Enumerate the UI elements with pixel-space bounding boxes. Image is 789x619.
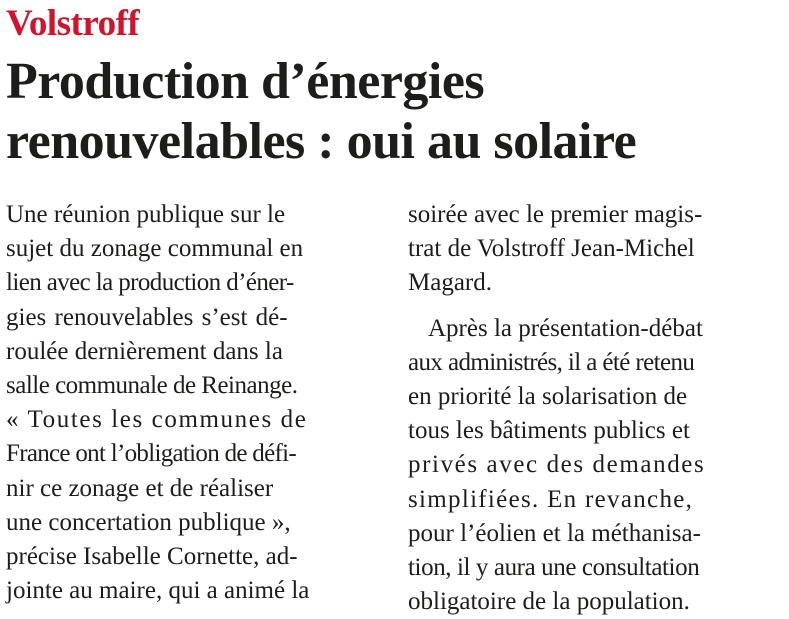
body-line: tion, il y aura une consultation bbox=[408, 554, 700, 582]
body-line: trat de Volstroff Jean-Michel bbox=[408, 235, 695, 263]
body-line: en priorité la solarisation de bbox=[408, 383, 688, 411]
body-line: Après la présentation-débat bbox=[428, 314, 703, 342]
article-headline bbox=[6, 52, 786, 172]
body-line: sujet du zonage communal en bbox=[6, 235, 304, 263]
body-line: France ont l’obligation de défi- bbox=[6, 440, 297, 468]
body-line: jointe au maire, qui a animé la bbox=[6, 577, 310, 605]
body-line: privés avec des demandes bbox=[408, 451, 706, 479]
article-body-left-column bbox=[6, 198, 378, 608]
headline-line: renouvelables : oui au solaire bbox=[6, 113, 637, 170]
body-line: soirée avec le premier magis- bbox=[408, 201, 703, 228]
body-line: Une réunion publique sur le bbox=[6, 201, 286, 228]
body-line: roulée dernièrement dans la bbox=[6, 337, 283, 365]
body-line: pour l’éolien et la méthanisa- bbox=[408, 519, 701, 547]
body-line: nir ce zonage et de réaliser bbox=[6, 474, 274, 502]
body-line: Magard. bbox=[408, 269, 492, 297]
article-body-right-column bbox=[408, 198, 780, 619]
body-line: simplifiées. En revanche, bbox=[408, 485, 694, 513]
paragraph-gap bbox=[408, 301, 780, 312]
body-line: une concertation publique », bbox=[6, 508, 291, 536]
body-line: « Toutes les communes de bbox=[6, 406, 308, 434]
body-line: lien avec la production d’éner- bbox=[6, 269, 294, 297]
article-kicker: Volstroff bbox=[6, 3, 140, 44]
body-line: salle communale de Reinange. bbox=[6, 372, 298, 400]
body-line: gies renouvelables s’est dé- bbox=[6, 303, 288, 331]
headline-line: Production d’énergies bbox=[6, 53, 485, 110]
body-line: aux administrés, il a été retenu bbox=[408, 348, 695, 376]
body-line: tous les bâtiments publics et bbox=[408, 417, 690, 445]
body-line: précise Isabelle Cornette, ad- bbox=[6, 543, 298, 571]
body-line: obligatoire de la population. bbox=[408, 588, 690, 616]
